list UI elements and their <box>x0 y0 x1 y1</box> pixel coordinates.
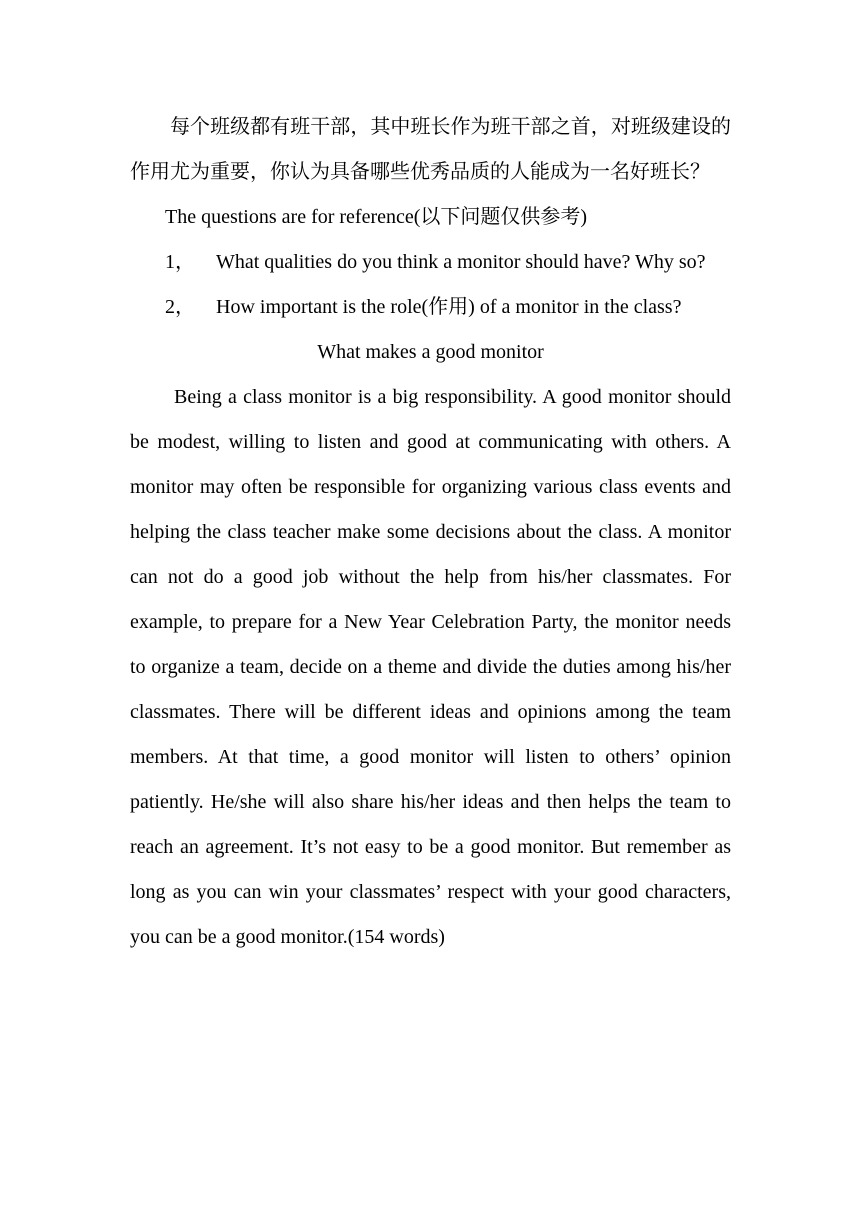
question-item <box>130 240 731 285</box>
question-item <box>130 285 731 330</box>
essay-body: Being a class monitor is a big responsibility. A good monitor should be modest, willing to listen and good at communicating with others. A monitor may often be responsible for organizing various class events and helping the class teacher make some decisions about the class. A monitor can not do a good job without the help from his/her classmates. For example, to prepare for a New Year Celebration Party, the monitor needs to organize a team, decide on a theme and divide the duties among his/her classmates. There will be different ideas and opinions among the team members. At that time, a good monitor will listen to others’ opinion patiently. He/she will also share his/her ideas and then helps the team to reach an agreement. It’s not easy to be a good monitor. But remember as long as you can win your classmates’ respect with your good characters, you can be a good monitor.(154 words) <box>130 386 731 948</box>
essay-title: What makes a good monitor <box>317 341 544 363</box>
reference-note: The questions are for reference(以下问题仅供参考) <box>165 206 588 228</box>
question-text: What qualities do you think a monitor should have? Why so? <box>216 251 706 273</box>
writing-prompt: 每个班级都有班干部，其中班长作为班干部之首，对班级建设的作用尤为重要，你认为具备哪些优秀品质的人能成为一名好班长？ <box>130 116 731 183</box>
question-text: How important is the role(作用) of a monitor in the class? <box>216 296 682 318</box>
question-number: 2， <box>165 296 195 318</box>
question-number: 1， <box>165 251 195 273</box>
document-page <box>130 105 731 960</box>
